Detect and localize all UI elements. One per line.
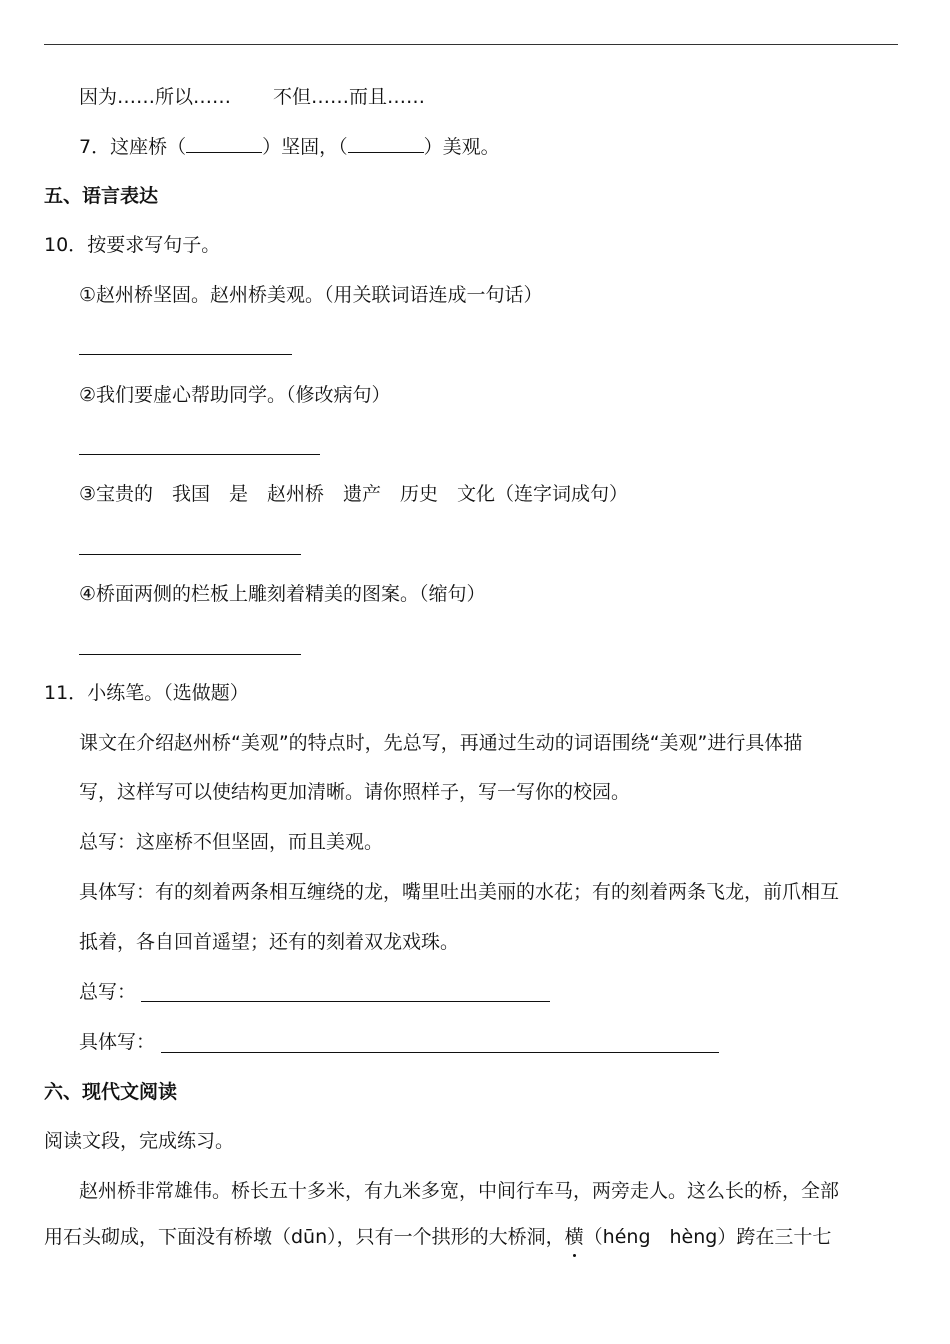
section-6-title: 六、现代文阅读 bbox=[44, 1081, 178, 1103]
section-5-title: 五、语言表达 bbox=[44, 185, 159, 207]
question-11 bbox=[44, 681, 249, 705]
q11-description-line-1: 课文在介绍赵州桥“美观”的特点时，先总写，再通过生动的词语围绕“美观”进行具体描 bbox=[79, 732, 803, 754]
q10-item-2: ②我们要虚心帮助同学。（修改病句） bbox=[79, 384, 391, 406]
blank-2[interactable] bbox=[348, 134, 424, 153]
question-prompt: 小练笔。（选做题） bbox=[87, 682, 249, 704]
q11-detail-answer bbox=[79, 1030, 155, 1054]
word-options bbox=[79, 85, 425, 109]
detail-label: 具体写： bbox=[79, 1031, 156, 1053]
q11-example-detail-line-2: 抵着，各自回首遥望；还有的刻着双龙戏珠。 bbox=[79, 931, 460, 953]
question-number: 11． bbox=[44, 682, 88, 704]
header-rule bbox=[44, 44, 898, 45]
q11-example-detail-line-1: 具体写：有的刻着两条相互缠绕的龙，嘴里吐出美丽的水花；有的刻着两条飞龙，前爪相互 bbox=[79, 881, 840, 903]
question-7: 7．这座桥（ ）坚固，（ ）美观。 bbox=[79, 136, 500, 158]
q10-item-3: ③宝贵的 我国 是 赵州桥 遗产 历史 文化（连字词成句） bbox=[79, 483, 629, 505]
reading-paragraph-line-2: 用石头砌成，下面没有桥墩（dūn），只有一个拱形的大桥洞，横（héng hèng）跨在三十七 bbox=[44, 1226, 832, 1248]
answer-line-2[interactable] bbox=[79, 454, 320, 455]
q10-item-4: ④桥面两侧的栏板上雕刻着精美的图案。（缩句） bbox=[79, 583, 486, 605]
answer-line-3[interactable] bbox=[79, 554, 301, 555]
blank-1[interactable] bbox=[186, 134, 262, 153]
q11-general-answer bbox=[79, 980, 136, 1004]
q11-example-general: 总写：这座桥不但坚固，而且美观。 bbox=[79, 831, 384, 853]
q11-description-line-2: 写，这样写可以使结构更加清晰。请你照样子，写一写你的校园。 bbox=[79, 781, 631, 803]
word-option-b: 不但……而且…… bbox=[273, 86, 426, 108]
general-label: 总写： bbox=[79, 981, 137, 1003]
emphasis-dot-char: 横 bbox=[564, 1226, 584, 1248]
q10-item-1: ①赵州桥坚固。赵州桥美观。（用关联词语连成一句话） bbox=[79, 284, 543, 306]
question-prompt: 按要求写句子。 bbox=[87, 234, 221, 256]
question-number: 7． bbox=[79, 136, 111, 158]
word-option-a: 因为……所以…… bbox=[79, 86, 232, 108]
general-answer-line[interactable] bbox=[141, 1001, 550, 1002]
reading-instruction: 阅读文段，完成练习。 bbox=[44, 1130, 235, 1152]
question-10 bbox=[44, 233, 220, 257]
detail-answer-line[interactable] bbox=[161, 1052, 719, 1053]
reading-paragraph-line-1: 赵州桥非常雄伟。桥长五十多米，有九米多宽，中间行车马，两旁走人。这么长的桥，全部 bbox=[79, 1180, 840, 1202]
question-number: 10． bbox=[44, 234, 88, 256]
answer-line-4[interactable] bbox=[79, 654, 301, 655]
answer-line-1[interactable] bbox=[79, 354, 292, 355]
